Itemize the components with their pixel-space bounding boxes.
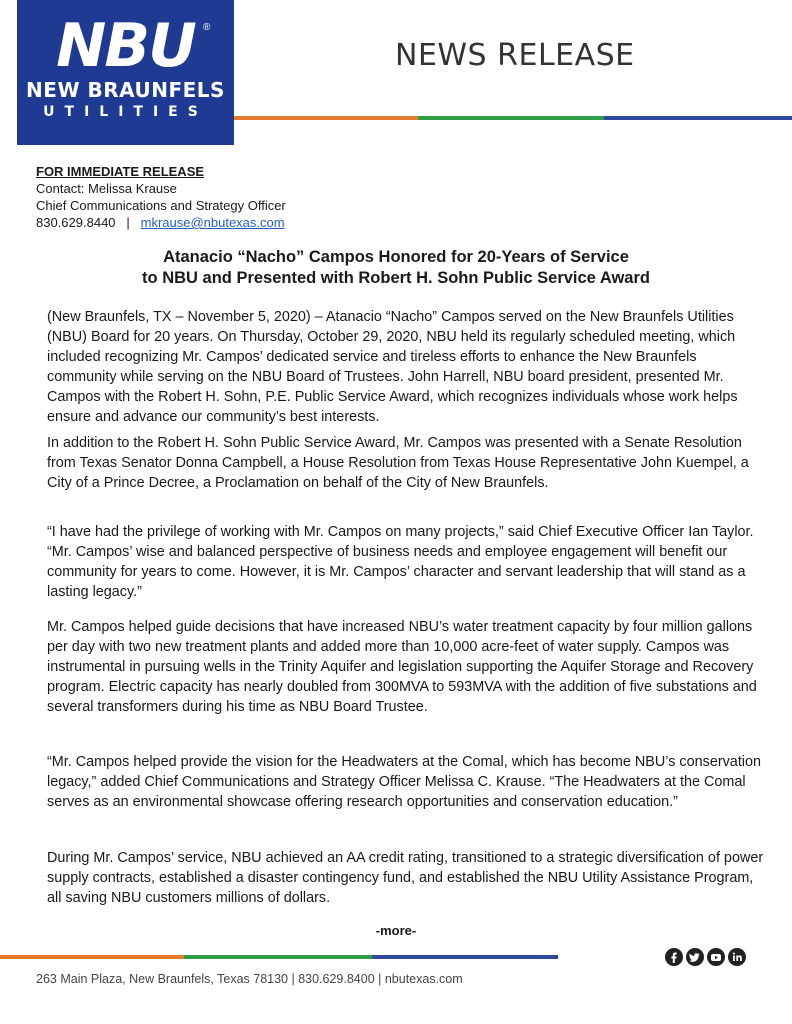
header-stripe-orange: [234, 116, 418, 120]
facebook-icon[interactable]: [665, 948, 683, 966]
news-release-title: NEWS RELEASE: [395, 38, 635, 73]
body-paragraph-6: During Mr. Campos’ service, NBU achieved an AA credit rating, transitioned to a strategic diversification of power supply contracts, established a disaster contingency fund, and established the NBU Utility Assistance Program, all saving NBU customers millions of dollars.: [47, 850, 764, 906]
more-indicator: -more-: [375, 923, 417, 938]
linkedin-icon[interactable]: [728, 948, 746, 966]
nbu-logo: [17, 0, 234, 145]
body-paragraph-4: Mr. Campos helped guide decisions that have increased NBU’s water treatment capacity by four million gallons per day with two new treatment plants and added more than 10,000 acre-feet of water supply. Campos was instrumental in pursuing wells in the Trinity Aquifer and legislation supporting the Aquifer Storage and Recovery program. Electric capacity has nearly doubled from 300MVA to 593MVA with the addition of five substations and several transformers during his time as NBU Board Trustee.: [47, 619, 757, 715]
contact-name: Contact: Melissa Krause: [36, 181, 177, 196]
immediate-release-label: FOR IMMEDIATE RELEASE: [36, 164, 205, 179]
contact-block: [36, 163, 286, 231]
footer-stripe-blue: [372, 955, 558, 959]
twitter-icon[interactable]: [686, 948, 704, 966]
logo-registered-mark: ®: [203, 22, 211, 33]
contact-separator: |: [126, 215, 130, 230]
headline-line-2: to NBU and Presented with Robert H. Sohn Public Service Award: [142, 269, 650, 287]
headline-line-1: Atanacio “Nacho” Campos Honored for 20-Years of Service: [163, 248, 629, 266]
footer-address: 263 Main Plaza, New Braunfels, Texas 78130 | 830.629.8400 | nbutexas.com: [36, 972, 463, 986]
contact-title: Chief Communications and Strategy Officer: [36, 198, 286, 213]
body-paragraph-1: (New Braunfels, TX – November 5, 2020) – Atanacio “Nacho” Campos served on the New Braunfels Utilities (NBU) Board for 20 years. On Thursday, October 29, 2020, NBU held its regularly scheduled meeting, which included recognizing Mr. Campos’ dedicated service and tireless efforts to enhance the New Braunfels community while serving on the NBU Board of Trustees. John Harrell, NBU board president, presented Mr. Campos with the Robert H. Sohn, P.E. Public Service Award, which recognizes individuals whose work helps ensure and advance our community’s best interests.: [47, 309, 738, 425]
contact-email-link[interactable]: mkrause@nbutexas.com: [140, 215, 285, 230]
logo-line-utilities: UTILITIES: [43, 104, 208, 120]
footer-stripe-green: [184, 955, 372, 959]
logo-mark: NBU: [56, 11, 195, 81]
header-stripe-green: [418, 116, 604, 120]
logo-line-new-braunfels: NEW BRAUNFELS: [26, 78, 225, 102]
body-paragraph-5: “Mr. Campos helped provide the vision for the Headwaters at the Comal, which has become NBU’s conservation legacy,” added Chief Communications and Strategy Officer Melissa C. Krause. “The Headwaters at the Comal serves as an environmental showcase offering research opportunities and conservation education.”: [47, 754, 762, 810]
body-paragraph-2: In addition to the Robert H. Sohn Public Service Award, Mr. Campos was presented with a Senate Resolution from Texas Senator Donna Campbell, a House Resolution from Texas House Representative John Kuempel, a City of a Prince Decree, a Proclamation on behalf of the City of New Braunfels.: [47, 435, 749, 491]
headline: [0, 247, 792, 289]
contact-phone: 830.629.8440: [36, 215, 116, 230]
footer-stripe-orange: [0, 955, 184, 959]
youtube-icon[interactable]: [707, 948, 725, 966]
header-stripe-blue: [604, 116, 792, 120]
body-paragraph-3: “I have had the privilege of working with Mr. Campos on many projects,” said Chief Executive Officer Ian Taylor. “Mr. Campos’ wise and balanced perspective of business needs and employee engagement will benefit our community for years to come. However, it is Mr. Campos’ character and servant leadership that will stand as a lasting legacy.”: [47, 524, 754, 600]
contact-line: [36, 214, 286, 231]
